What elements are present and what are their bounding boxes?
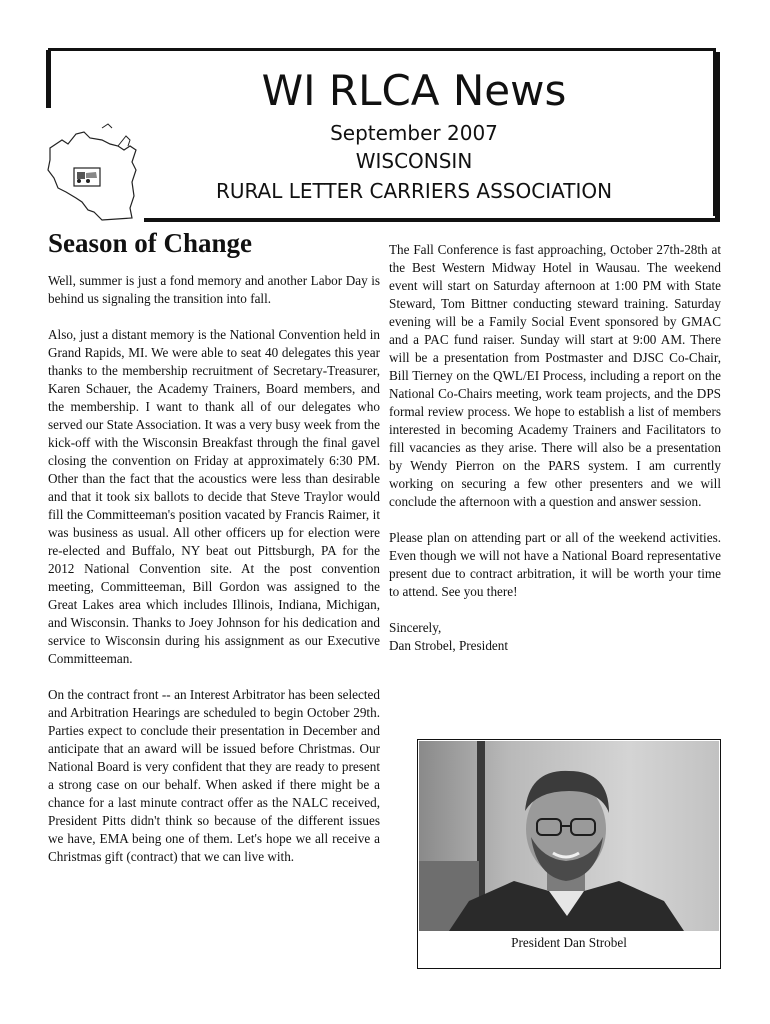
closing-salutation: Sincerely, — [389, 620, 442, 635]
masthead-left-rule — [46, 50, 51, 108]
organization-name: RURAL LETTER CARRIERS ASSOCIATION — [215, 179, 613, 203]
article-paragraph: The Fall Conference is fast approaching, October 27th-28th at the Best Western Midway Hotel in Wausau. The weekend event will start on Saturday afternoon at 1:00 PM with State Steward, Tom Bittner conducting steward training. Saturday evening will be a Family Social Event sponsored by GMAC and a PAC fund raiser. Sunday will start at 9:00 AM. There will be a presentation from Postmaster and DJSC Co-Chair, Bill Tierney on the QWL/EI Process, including a report on the National Co-Chairs meeting, work team projects, and the DPS formal review process. We hope to establish a list of members interested in becoming Academy Trainers and Facilitators to fill vacancies as they arise. There will also be a presentation by Wendy Pierron on the PARS system. I am currently working on securing a few other presenters and we will conclude the afternoon with a question and answer session. — [389, 242, 721, 509]
article-right-column — [389, 241, 721, 673]
photo-frame — [417, 739, 721, 969]
article-paragraph: Well, summer is just a fond memory and another Labor Day is behind us signaling the transition into fall. — [48, 273, 380, 306]
photo-caption: President Dan Strobel — [511, 935, 627, 950]
article-heading: Season of Change — [48, 228, 253, 258]
signature: Dan Strobel, President — [389, 638, 509, 653]
article-paragraph: Please plan on attending part or all of the weekend activities. Even though we will not have a National Board representative present due to contract arbitration, it will be worth your time to attend. See you there! — [389, 530, 721, 599]
masthead-bottom-rule — [144, 218, 720, 222]
state-name: WISCONSIN — [355, 149, 473, 173]
issue-date: September 2007 — [330, 121, 498, 145]
masthead — [44, 44, 720, 220]
masthead-right-rule — [715, 52, 720, 220]
article-left-column — [48, 226, 380, 884]
president-portrait-photo — [419, 741, 719, 931]
wisconsin-map-logo — [32, 110, 168, 230]
newsletter-title: WI RLCA News — [261, 66, 567, 115]
article-paragraph: On the contract front -- an Interest Arbitrator has been selected and Arbitration Hearings are scheduled to begin October 29th. Parties expect to conclude their presentation in December and anticipate that an award will be issued before Christmas. Our National Board is very confident that they are ready to present a strong case on our behalf. When asked if there might be a chance for a last minute contract offer as the NALC received, President Pitts didn't think so because of the different issues we have, EMA being one of them. Let's hope we all receive a Christmas gift (contract) that we can live with. — [48, 687, 380, 864]
article-paragraph: Also, just a distant memory is the National Convention held in Grand Rapids, MI. We were able to seat 40 delegates this year thanks to the membership recruitment of Secretary-Treasurer, Karen Schauer, the Academy Trainers, Board members, and the membership. I want to thank all of our delegates who served our State Association. It was a very busy week from the kick-off with the Wisconsin Breakfast through the final gavel closing the convention on Friday at approximately 6:30 PM. Other than the fact that the acoustics were less than desirable and that it took six ballots to decide that Steve Traylor would fill the Committeeman's position vacated by Francis Raimer, it was business as usual. All other officers up for election were re-elected and Buffalo, NY beat out Pittsburgh, PA for the 2012 National Convention site. At the post convention meeting, Committeeman, Bill Gordon was assigned to the Great Lakes area which includes Illinois, Indiana, Michigan, and Wisconsin. Thanks to Joey Johnson for his dedication and service to Wisconsin during his assignment as our Executive Committeeman. — [48, 327, 380, 666]
